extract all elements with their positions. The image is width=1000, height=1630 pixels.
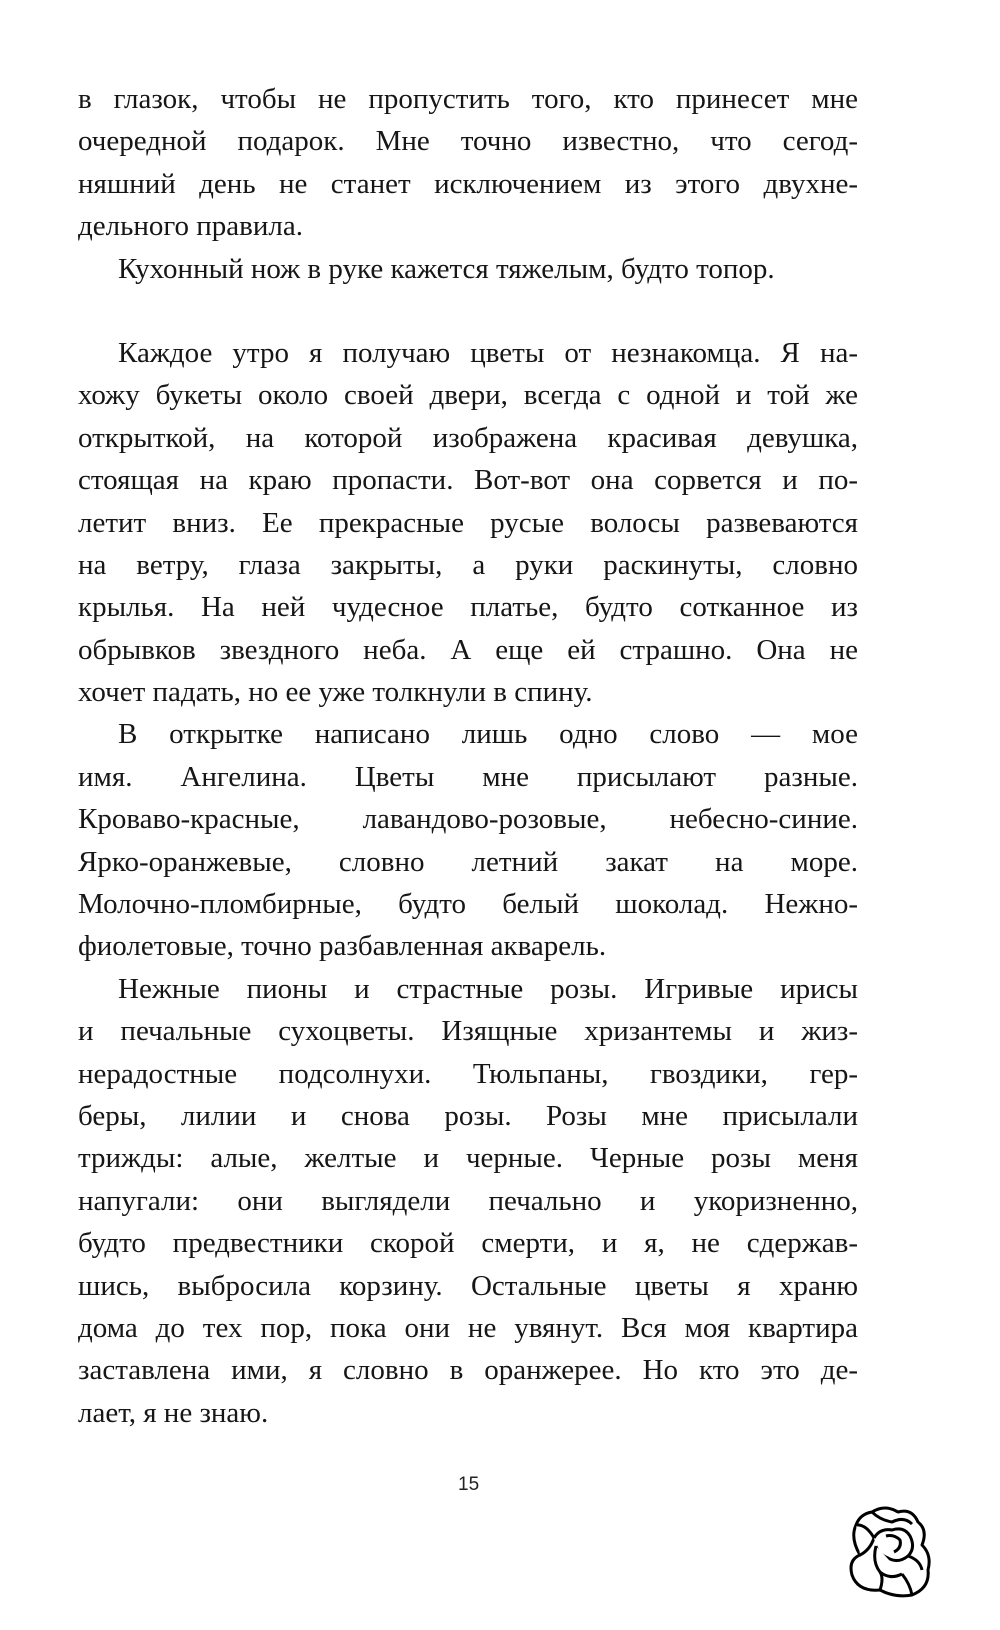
text-line: очередной подарок. Мне точно известно, что сегод-: [78, 125, 858, 158]
text-line: Молочно-пломбирные, будто белый шоколад. Нежно-: [78, 888, 858, 921]
paragraph: [78, 332, 858, 714]
text-line: будто предвестники скорой смерти, и я, не сдержав-: [78, 1227, 858, 1260]
paragraph: [78, 248, 858, 290]
text-line: шись, выбросила корзину. Остальные цветы я храню: [78, 1269, 858, 1302]
text-line: на ветру, глаза закрыты, а руки раскинуты, словно: [78, 548, 858, 581]
text-line: обрывков звездного неба. А еще ей страшно. Она не: [78, 633, 858, 666]
text-line: Ярко-оранжевые, словно летний закат на море.: [78, 845, 858, 878]
text-line: заставлена ими, я словно в оранжерее. Но кто это де-: [78, 1354, 858, 1387]
text-line: дельного правила.: [78, 210, 303, 243]
text-line: в глазок, чтобы не пропустить того, кто принесет мне: [78, 83, 858, 115]
paragraph: [78, 78, 858, 248]
text-line: трижды: алые, желтые и черные. Черные розы меня: [78, 1142, 858, 1175]
text-line: крылья. На ней чудесное платье, будто сотканное из: [78, 591, 858, 624]
page-number: 15: [458, 1474, 480, 1495]
text-line: летит вниз. Ее прекрасные русые волосы развеваются: [78, 506, 858, 539]
page-body: [78, 78, 858, 1434]
paragraph: [78, 968, 858, 1434]
text-line: имя. Ангелина. Цветы мне присылают разные.: [78, 760, 858, 793]
rose-icon: [840, 1500, 932, 1600]
text-line: хочет падать, но ее уже толкнули в спину.: [78, 676, 593, 709]
text-line: няшний день не станет исключением из этого двухне-: [78, 167, 858, 200]
text-line: и печальные сухоцветы. Изящные хризантемы и жиз-: [78, 1015, 858, 1048]
text-line: нерадостные подсолнухи. Тюльпаны, гвоздики, гер-: [78, 1057, 858, 1090]
text-line: хожу букеты около своей двери, всегда с одной и той же: [78, 379, 858, 412]
text-line: дома до тех пор, пока они не увянут. Вся моя квартира: [78, 1311, 858, 1344]
text-line: фиолетовые, точно разбавленная акварель.: [78, 930, 607, 963]
paragraph: [78, 713, 858, 967]
text-line: В открытке написано лишь одно слово — мое: [118, 718, 858, 751]
text-line: Каждое утро я получаю цветы от незнакомца. Я на-: [118, 336, 858, 369]
text-line: лает, я не знаю.: [78, 1396, 269, 1429]
text-line: стоящая на краю пропасти. Вот-вот она сорвется и по-: [78, 464, 858, 497]
text-line: Кроваво-красные, лавандово-розовые, небесно-синие.: [78, 803, 858, 836]
text-line: Кухонный нож в руке кажется тяжелым, будто топор.: [118, 252, 775, 285]
text-line: Нежные пионы и страстные розы. Игривые ирисы: [118, 972, 858, 1005]
text-line: беры, лилии и снова розы. Розы мне присылали: [78, 1099, 858, 1132]
text-line: напугали: они выглядели печально и укоризненно,: [78, 1184, 858, 1217]
text-line: открыткой, на которой изображена красивая девушка,: [78, 421, 858, 454]
